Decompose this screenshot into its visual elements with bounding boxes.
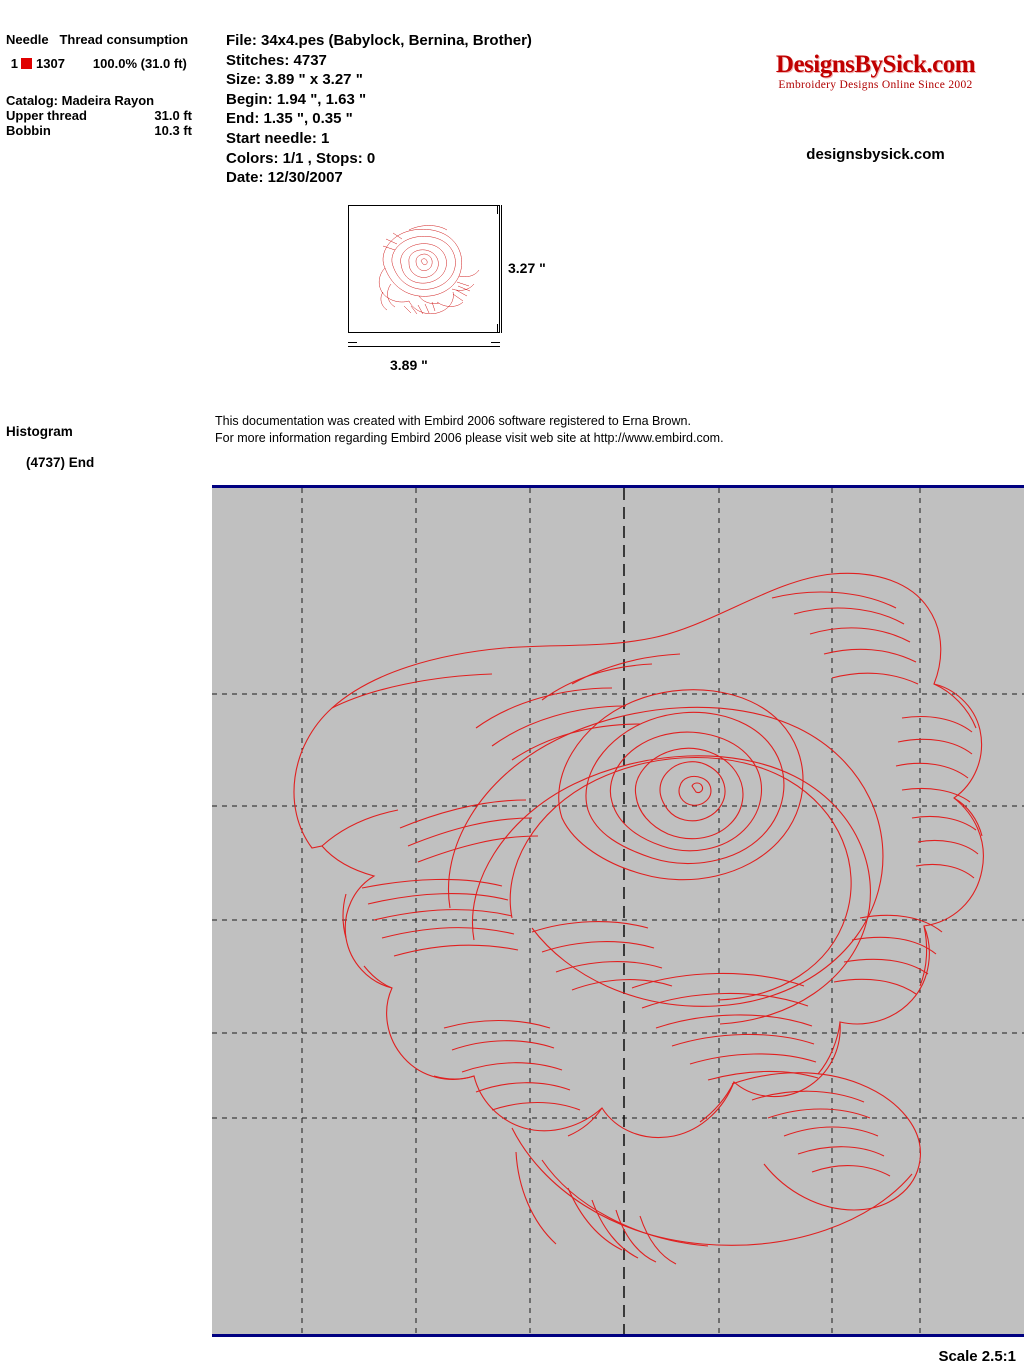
bobbin-value: 10.3 ft bbox=[154, 123, 192, 138]
table-row bbox=[6, 56, 216, 71]
upper-thread-label: Upper thread bbox=[6, 108, 87, 123]
scale-label: Scale 2.5:1 bbox=[938, 1348, 1016, 1365]
histogram-end-label: (4737) End bbox=[26, 455, 95, 470]
needle-column-header: Needle bbox=[6, 32, 49, 47]
documentation-note bbox=[215, 413, 724, 447]
documentation-note-line2: For more information regarding Embird 2006 please visit web site at http://www.embird.com. bbox=[215, 431, 724, 445]
documentation-note-line1: This documentation was created with Embird 2006 software registered to Erna Brown. bbox=[215, 414, 691, 428]
thread-consumption-column-header: Thread consumption bbox=[59, 32, 189, 47]
height-tick-bottom bbox=[497, 324, 498, 333]
width-tick-left bbox=[348, 342, 357, 343]
thread-percent: 100.0% (31.0 ft) bbox=[92, 56, 187, 71]
site-url: designsbysick.com bbox=[806, 146, 945, 163]
preview-width-label: 3.89 " bbox=[390, 357, 428, 373]
design-info-block bbox=[226, 31, 532, 188]
info-start-needle: Start needle: 1 bbox=[226, 129, 330, 147]
stitch-paths bbox=[294, 573, 983, 1264]
stitch-drawing bbox=[212, 488, 1024, 1334]
info-stitches: Stitches: 4737 bbox=[226, 51, 327, 69]
stitch-canvas bbox=[212, 485, 1024, 1337]
grid-lines bbox=[212, 488, 1024, 1334]
info-begin: Begin: 1.94 ", 1.63 " bbox=[226, 90, 367, 108]
height-dimension-line bbox=[501, 205, 502, 333]
logo-wordmark: DesignsBySick.com bbox=[775, 51, 976, 78]
width-dimension-line bbox=[348, 346, 500, 347]
needle-table bbox=[6, 32, 216, 71]
histogram-title: Histogram bbox=[6, 424, 73, 439]
design-preview-thumbnail bbox=[349, 206, 499, 332]
upper-thread-value: 31.0 ft bbox=[154, 108, 192, 123]
bobbin-label: Bobbin bbox=[6, 123, 51, 138]
info-colors: Colors: 1/1 , Stops: 0 bbox=[226, 149, 376, 167]
info-end: End: 1.35 ", 0.35 " bbox=[226, 110, 353, 128]
catalog-block bbox=[6, 93, 206, 138]
needle-table-header bbox=[6, 32, 216, 47]
thread-color-swatch bbox=[21, 58, 32, 69]
info-file: File: 34x4.pes (Babylock, Bernina, Brother) bbox=[226, 32, 532, 49]
logo bbox=[748, 52, 1003, 91]
preview-height-label: 3.27 " bbox=[508, 260, 546, 276]
info-size: Size: 3.89 " x 3.27 " bbox=[226, 71, 363, 89]
logo-tagline: Embroidery Designs Online Since 2002 bbox=[778, 79, 973, 91]
design-preview-box bbox=[348, 205, 500, 333]
height-tick-top bbox=[497, 205, 498, 214]
info-date: Date: 12/30/2007 bbox=[226, 169, 343, 187]
catalog-name: Catalog: Madeira Rayon bbox=[6, 93, 155, 108]
width-tick-right bbox=[491, 342, 500, 343]
thread-code: 1307 bbox=[36, 56, 65, 71]
needle-number: 1 bbox=[10, 56, 18, 71]
